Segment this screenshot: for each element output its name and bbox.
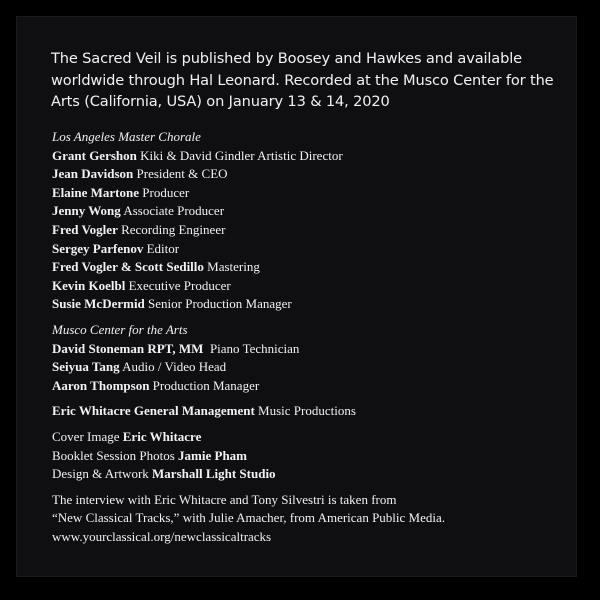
credit-role: President & CEO — [136, 166, 228, 182]
credit-line — [52, 377, 572, 396]
credit-name: Jenny Wong — [52, 203, 121, 219]
interview-url: www.yourclassical.org/newclassicaltracks — [52, 528, 272, 544]
credit-name: Fred Vogler — [52, 221, 118, 237]
credit-name: Sergey Parfenov — [52, 240, 144, 256]
credits-list — [52, 128, 572, 546]
credit-role: Piano Technician — [209, 340, 300, 356]
spacer — [52, 421, 572, 428]
credit-name: Jamie Pham — [178, 447, 248, 463]
credits-panel — [16, 16, 577, 577]
section-heading-musco: Musco Center for the Arts — [52, 321, 188, 337]
credit-line — [52, 147, 572, 166]
interview-note-line: The interview with Eric Whitacre and Tony Silvestri is taken from — [52, 491, 397, 507]
credit-line — [52, 165, 572, 184]
credit-line — [52, 258, 572, 277]
credit-role: Mastering — [207, 259, 260, 275]
credit-name: Seiyua Tang — [52, 359, 120, 375]
credit-line — [52, 184, 572, 203]
credit-role: Cover Image — [52, 428, 120, 444]
credit-role: Producer — [142, 184, 190, 200]
credit-name: Eric Whitacre General Management — [52, 403, 255, 419]
credit-role: Executive Producer — [128, 277, 231, 293]
credit-role: Kiki & David Gindler Artistic Director — [140, 147, 343, 163]
credit-name: Fred Vogler & Scott Sedillo — [52, 259, 204, 275]
credit-line — [52, 221, 572, 240]
credit-role: Associate Producer — [123, 203, 225, 219]
credit-line — [52, 277, 572, 296]
credit-line — [52, 358, 572, 377]
credit-role: Audio / Video Head — [122, 359, 227, 375]
credit-line — [52, 202, 572, 221]
intro-paragraph: The Sacred Veil is published by Boosey and Hawkes and available worldwide through Hal Leonard. Recorded at the Musco Center for the Arts (California, USA) on January 13 & 14, 2020 — [51, 50, 554, 110]
credit-name: Marshall Light Studio — [152, 466, 276, 482]
credit-role: Production Manager — [152, 377, 260, 393]
credit-name: Aaron Thompson — [52, 377, 150, 393]
credit-line — [52, 240, 572, 259]
credit-line — [52, 340, 572, 359]
credit-name: Kevin Koelbl — [52, 277, 126, 293]
spacer — [52, 314, 572, 321]
section-heading-chorale: Los Angeles Master Chorale — [52, 129, 201, 144]
credit-name: Grant Gershon — [52, 147, 137, 163]
credit-role: Recording Engineer — [121, 221, 226, 237]
credit-name: Eric Whitacre — [122, 428, 202, 444]
spacer — [52, 484, 572, 491]
credit-role: Editor — [146, 240, 180, 256]
credit-line-management — [52, 402, 572, 421]
credit-name: David Stoneman RPT, MM — [52, 340, 204, 356]
credit-name: Susie McDermid — [52, 296, 145, 312]
credit-line — [52, 295, 572, 314]
credit-name: Jean Davidson — [52, 166, 134, 182]
credit-role: Booklet Session Photos — [52, 447, 175, 463]
artwork-credit-line — [52, 428, 572, 447]
interview-note-line: “New Classical Tracks,” with Julie Amacher, from American Public Media. — [52, 510, 446, 526]
spacer — [52, 395, 572, 402]
credit-name: Elaine Martone — [52, 184, 140, 200]
artwork-credit-line — [52, 447, 572, 466]
credit-role: Senior Production Manager — [148, 296, 292, 312]
credit-role: Music Productions — [258, 403, 356, 419]
artwork-credit-line — [52, 465, 572, 484]
credit-role: Design & Artwork — [52, 466, 149, 482]
